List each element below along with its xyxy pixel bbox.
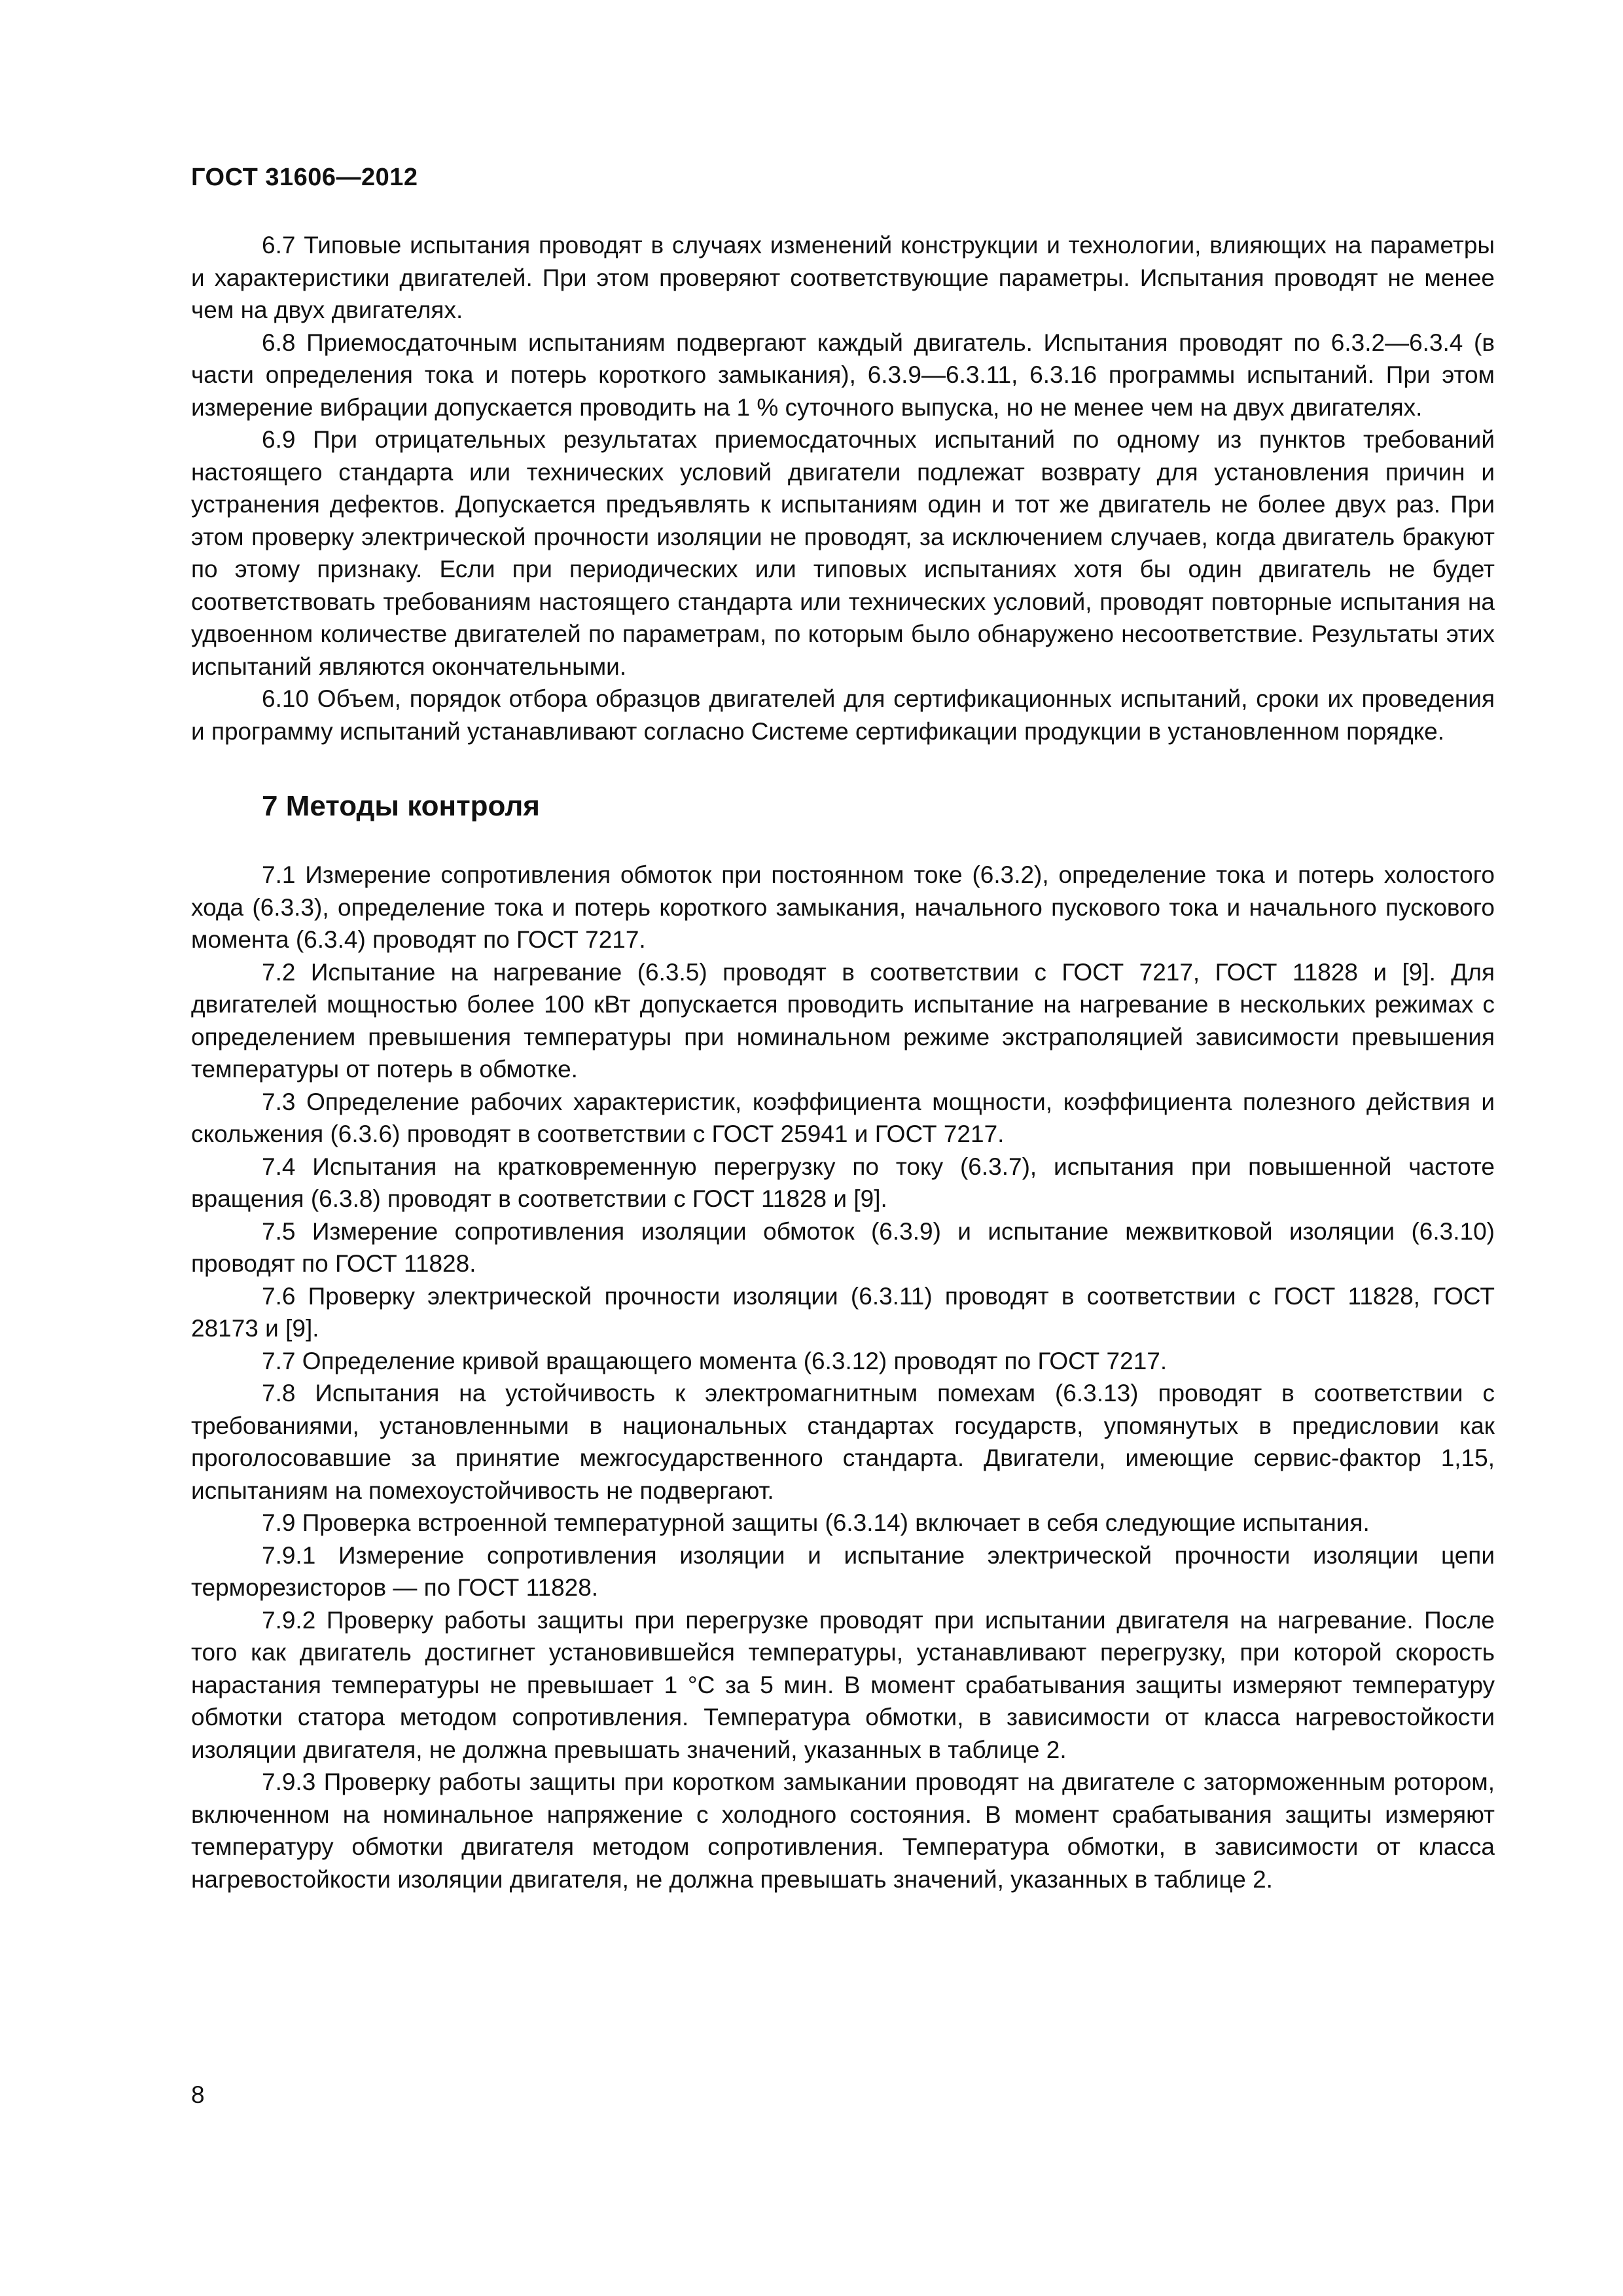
page-number: 8 bbox=[191, 2081, 205, 2108]
paragraph-7-8: 7.8 Испытания на устойчивость к электромагнитным помехам (6.3.13) проводят в соответствии с требованиями, установленными в национальных стандартах государств, упомянутых в предисловии как проголосовавшие за принятие межгосударственного стандарта. Двигатели, имеющие сервис-фактор 1,15, испытаниям на помехоустойчивость не подвергают. bbox=[191, 1380, 1495, 1504]
paragraph-7-9-2: 7.9.2 Проверку работы защиты при перегрузке проводят при испытании двигателя на нагревание. После того как двигатель достигнет установившейся температуры, устанавливают перегрузку, при которой скорость нарастания температуры не превышает 1 °С за 5 мин. В момент срабатывания защиты измеряют температуру обмотки статора методом сопротивления. Температура обмотки, в зависимости от класса нагревостойкости изоляции двигателя, не должна превышать значений, указанных в таблице 2. bbox=[191, 1606, 1495, 1763]
paragraph-6-7: 6.7 Типовые испытания проводят в случаях изменений конструкции и технологии, влияющих на параметры и характеристики двигателей. При этом проверяют соответствующие параметры. Испытания проводят не менее чем на двух двигателях. bbox=[191, 232, 1495, 323]
paragraph-7-4: 7.4 Испытания на кратковременную перегрузку по току (6.3.7), испытания при повышенной частоте вращения (6.3.8) проводят в соответствии с ГОСТ 11828 и [9]. bbox=[191, 1153, 1495, 1212]
page-content bbox=[191, 229, 1495, 1895]
paragraph-6-10: 6.10 Объем, порядок отбора образцов двигателей для сертификационных испытаний, сроки их проведения и программу испытаний устанавливают согласно Системе сертификации продукции в установленном порядке. bbox=[191, 685, 1495, 745]
paragraph-7-1: 7.1 Измерение сопротивления обмоток при постоянном токе (6.3.2), определение тока и потерь холостого хода (6.3.3), определение тока и потерь короткого замыкания, начального пускового тока и начального пускового момента (6.3.4) проводят по ГОСТ 7217. bbox=[191, 861, 1495, 953]
paragraph-6-9: 6.9 При отрицательных результатах приемосдаточных испытаний по одному из пунктов требований настоящего стандарта или технических условий двигатели подлежат возврату для установления причин и устранения дефектов. Допускается предъявлять к испытаниям один и тот же двигатель не более двух раз. При этом проверку электрической прочности изоляции не проводят, за исключением случаев, когда двигатель бракуют по этому признаку. Если при периодических или типовых испытаниях хотя бы один двигатель не будет соответствовать требованиям настоящего стандарта или технических условий, проводят повторные испытания на удвоенном количестве двигателей по параметрам, по которым было обнаружено несоответствие. Результаты этих испытаний являются окончательными. bbox=[191, 426, 1495, 680]
paragraph-7-6: 7.6 Проверку электрической прочности изоляции (6.3.11) проводят в соответствии с ГОСТ 11828, ГОСТ 28173 и [9]. bbox=[191, 1282, 1495, 1342]
section-title: 7 Методы контроля bbox=[262, 790, 540, 822]
paragraph-7-9: 7.9 Проверка встроенной температурной защиты (6.3.14) включает в себя следующие испытания. bbox=[262, 1509, 1370, 1536]
paragraph-7-5: 7.5 Измерение сопротивления изоляции обмоток (6.3.9) и испытание межвитковой изоляции (6.3.10) проводят по ГОСТ 11828. bbox=[191, 1217, 1495, 1277]
paragraph-7-3: 7.3 Определение рабочих характеристик, коэффициента мощности, коэффициента полезного действия и скольжения (6.3.6) проводят в соответствии с ГОСТ 25941 и ГОСТ 7217. bbox=[191, 1088, 1495, 1147]
paragraph-7-7: 7.7 Определение кривой вращающего момента (6.3.12) проводят по ГОСТ 7217. bbox=[262, 1347, 1168, 1374]
paragraph-7-9-3: 7.9.3 Проверку работы защиты при коротком замыкании проводят на двигателе с заторможенным ротором, включенном на номинальное напряжение с холодного состояния. В момент срабатывания защиты измеряют температуру обмотки двигателя методом сопротивления. Температура обмотки, в зависимости от класса нагревостойкости изоляции двигателя, не должна превышать значений, указанных в таблице 2. bbox=[191, 1768, 1495, 1893]
paragraph-7-2: 7.2 Испытание на нагревание (6.3.5) проводят в соответствии с ГОСТ 7217, ГОСТ 11828 и [9]. Для двигателей мощностью более 100 кВт допускается проводить испытание на нагревание в нескольких режимах с определением превышения температуры при номинальном режиме экстраполяцией зависимости превышения температуры от потерь в обмотке. bbox=[191, 958, 1495, 1083]
paragraph-6-8: 6.8 Приемосдаточным испытаниям подвергают каждый двигатель. Испытания проводят по 6.3.2—6.3.4 (в части определения тока и потерь короткого замыкания), 6.3.9—6.3.11, 6.3.16 программы испытаний. При этом измерение вибрации допускается проводить на 1 % суточного выпуска, но не менее чем на двух двигателях. bbox=[191, 329, 1495, 421]
paragraph-7-9-1: 7.9.1 Измерение сопротивления изоляции и испытание электрической прочности изоляции цепи терморезисторов — по ГОСТ 11828. bbox=[191, 1541, 1495, 1601]
document-code: ГОСТ 31606—2012 bbox=[191, 164, 418, 191]
